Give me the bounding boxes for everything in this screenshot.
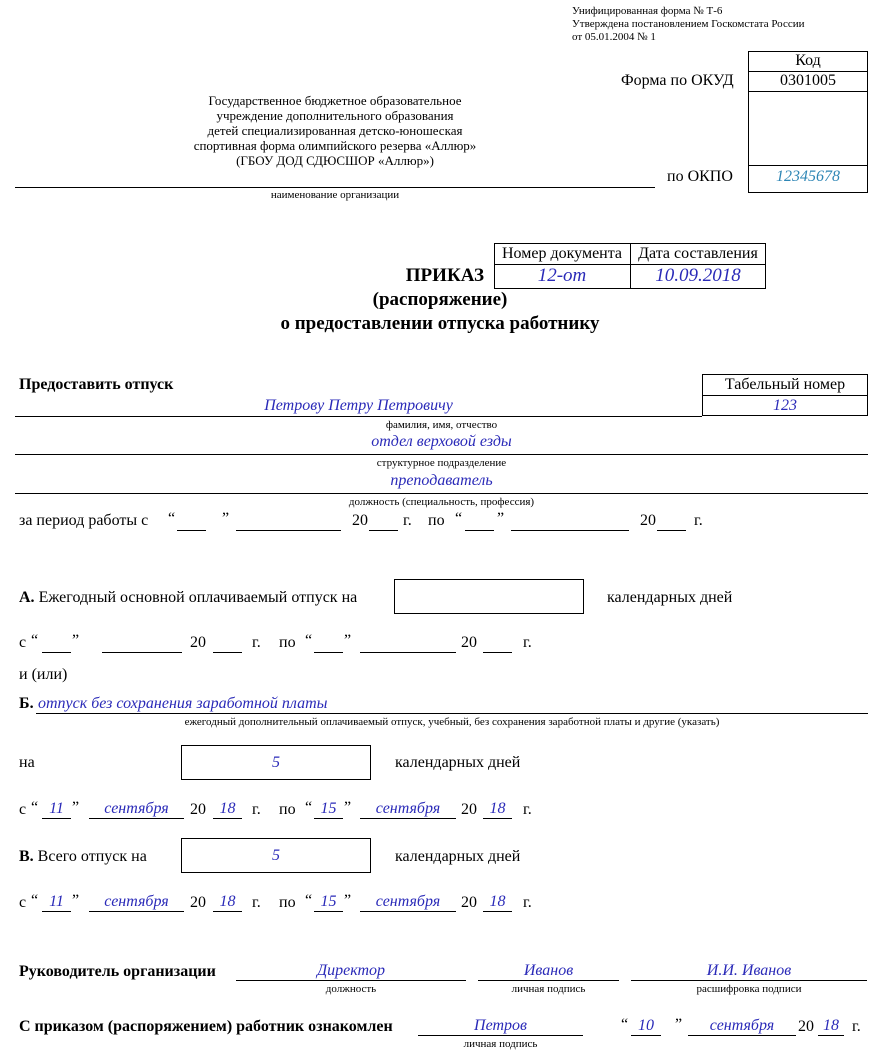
c-to-day: 15 xyxy=(314,893,343,912)
ack-day: 10 xyxy=(631,1017,661,1036)
doc-date-value: 10.09.2018 xyxy=(655,265,741,286)
tab-number-value: 123 xyxy=(773,397,797,414)
period-to-year xyxy=(657,512,686,531)
a-to-day xyxy=(314,634,343,653)
name-caption: фамилия, имя, отчество xyxy=(385,419,498,431)
doc-number-header: Номер документа xyxy=(501,245,623,262)
period-to-label: по xyxy=(428,512,445,529)
ack-year: 18 xyxy=(818,1017,844,1036)
org-line-5: (ГБОУ ДОД СДЮСШОР «Аллюр») xyxy=(236,153,434,168)
period-from-day xyxy=(177,512,206,531)
c-from-day: 11 xyxy=(42,893,71,912)
section-b-days-box[interactable]: 5 xyxy=(181,745,371,780)
form-line-3: от 05.01.2004 № 1 xyxy=(572,31,656,43)
doc-number-value: 12-от xyxy=(537,265,587,286)
section-c-label: В. Всего отпуск на xyxy=(19,848,147,865)
section-a-label: А. Ежегодный основной оплачиваемый отпуск на xyxy=(19,589,358,606)
c-from-year: 18 xyxy=(213,893,242,912)
section-c-days-box[interactable]: 5 xyxy=(181,838,371,873)
title-disposition: (распоряжение) xyxy=(372,289,508,310)
okud-label: Форма по ОКУД xyxy=(621,72,734,89)
a-from-year xyxy=(213,634,242,653)
b-from-year: 18 xyxy=(213,800,242,819)
head-position-caption: должность xyxy=(325,983,377,995)
title-order: ПРИКАЗ xyxy=(405,265,484,286)
a-from-day xyxy=(42,634,71,653)
a-to-year xyxy=(483,634,512,653)
form-line-1: Унифицированная форма № Т-6 xyxy=(572,5,723,17)
section-a-days-label: календарных дней xyxy=(607,589,733,606)
period-from-year xyxy=(369,512,398,531)
grant-label: Предоставить отпуск xyxy=(19,376,174,393)
title-subject: о предоставлении отпуска работнику xyxy=(280,313,600,334)
a-to-month xyxy=(360,634,456,653)
ack-month: сентября xyxy=(688,1017,796,1036)
b-from-day: 11 xyxy=(42,800,71,819)
okud-value: 0301005 xyxy=(780,72,836,89)
section-c-days-label: календарных дней xyxy=(395,848,521,865)
section-a-days-box[interactable] xyxy=(394,579,584,614)
okpo-label: по ОКПО xyxy=(667,168,733,185)
org-line-3: детей специализированная детско-юношеская xyxy=(207,123,463,138)
section-b-days-label: календарных дней xyxy=(395,754,521,771)
org-line-2: учреждение дополнительного образования xyxy=(216,108,454,123)
form-line-2: Утверждена постановлением Госкомстата России xyxy=(572,18,805,30)
okpo-value: 12345678 xyxy=(776,168,840,185)
ack-signature-caption: личная подпись xyxy=(463,1038,538,1050)
head-label: Руководитель организации xyxy=(19,963,216,980)
head-signature: Иванов xyxy=(478,962,619,981)
org-line-1: Государственное бюджетное образовательное xyxy=(208,93,462,108)
head-position: Директор xyxy=(236,962,466,981)
head-signature-caption: личная подпись xyxy=(511,983,586,995)
doc-date-header: Дата составления xyxy=(638,245,758,262)
b-to-day: 15 xyxy=(314,800,343,819)
c-to-month: сентября xyxy=(360,893,456,912)
org-line-4: спортивная форма олимпийского резерва «Аллюр» xyxy=(193,138,477,153)
period-from-month xyxy=(236,512,341,531)
period-to-month xyxy=(511,512,629,531)
section-b-on-label: на xyxy=(19,754,35,771)
code-label: Код xyxy=(795,52,821,69)
form-header xyxy=(572,5,872,44)
and-or-label: и (или) xyxy=(19,666,68,683)
b-to-month: сентября xyxy=(360,800,456,819)
c-from-month: сентября xyxy=(89,893,184,912)
period-to-day xyxy=(465,512,494,531)
b-to-year: 18 xyxy=(483,800,512,819)
period-from-label: за период работы с xyxy=(19,512,149,529)
c-to-year: 18 xyxy=(483,893,512,912)
tab-number-header: Табельный номер xyxy=(724,376,846,393)
b-from-month: сентября xyxy=(89,800,184,819)
section-b-type: отпуск без сохранения заработной платы xyxy=(38,695,328,712)
employee-name: Петрову Петру Петровичу xyxy=(264,397,453,414)
head-decoded-caption: расшифровка подписи xyxy=(696,983,802,995)
org-caption: наименование организации xyxy=(270,189,400,201)
section-b-caption: ежегодный дополнительный оплачиваемый отпуск, учебный, без сохранения заработной платы и другие (указать) xyxy=(184,716,720,728)
ack-label: С приказом (распоряжением) работник ознакомлен xyxy=(19,1018,393,1035)
department: отдел верховой езды xyxy=(371,433,512,450)
position-caption: должность (специальность, профессия) xyxy=(348,496,535,508)
dept-caption: структурное подразделение xyxy=(376,457,507,469)
ack-signature: Петров xyxy=(418,1017,583,1036)
organization-name xyxy=(150,93,520,168)
section-b-letter: Б. xyxy=(19,695,34,712)
head-decoded: И.И. Иванов xyxy=(631,962,867,981)
position: преподаватель xyxy=(390,472,493,489)
a-from-month xyxy=(102,634,182,653)
